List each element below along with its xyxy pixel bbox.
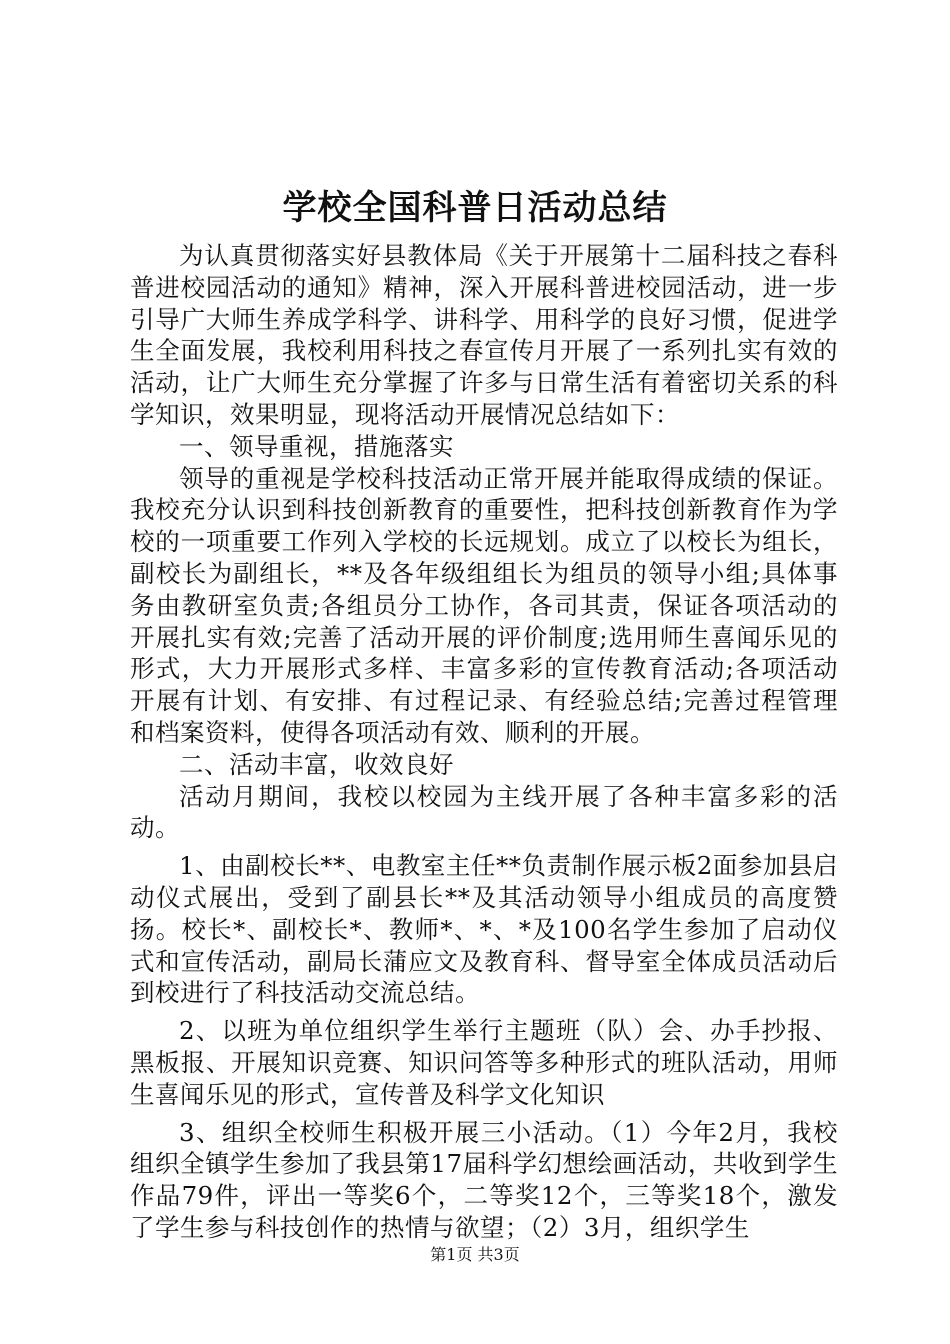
paragraph-item-1: 1、由副校长**、电教室主任**负责制作展示板2面参加县启动仪式展出，受到了副县长**及其活动领导小组成员的高度赞扬。校长*、副校长*、教师*、*、*及100名学生参加了启动仪式和宣传活动，副局长蒲应文及教育科、督导室全体成员活动后到校进行了科技活动交流总结。	[130, 851, 838, 1008]
paragraph-intro: 为认真贯彻落实好县教体局《关于开展第十二届科技之春科普进校园活动的通知》精神，深入开展科普进校园活动，进一步引导广大师生养成学科学、讲科学、用科学的良好习惯，促进学生全面发展，我校利用科技之春宣传月开展了一系列扎实有效的活动，让广大师生充分掌握了许多与日常生活有着密切关系的科学知识，效果明显，现将活动开展情况总结如下：	[130, 241, 838, 429]
paragraph-activities: 活动月期间，我校以校园为主线开展了各种丰富多彩的活动。	[130, 781, 838, 843]
paragraph-item-3: 3、组织全校师生积极开展三小活动。（1）今年2月，我校组织全镇学生参加了我县第17届科学幻想绘画活动，共收到学生作品79件，评出一等奖6个，二等奖12个，三等奖18个，激发了学生参与科技创作的热情与欲望；（2）3月，组织学生	[130, 1117, 838, 1242]
paragraph-leadership: 领导的重视是学校科技活动正常开展并能取得成绩的保证。我校充分认识到科技创新教育的重要性，把科技创新教育作为学校的一项重要工作列入学校的长远规划。成立了以校长为组长，副校长为副组长，**及各年级组组长为组员的领导小组;具体事务由教研室负责;各组员分工协作，各司其责，保证各项活动的开展扎实有效;完善了活动开展的评价制度;选用师生喜闻乐见的形式，大力开展形式多样、丰富多彩的宣传教育活动;各项活动开展有计划、有安排、有过程记录、有经验总结;完善过程管理和档案资料，使得各项活动有效、顺利的开展。	[130, 463, 838, 747]
document-body	[130, 240, 838, 1244]
document-title: 学校全国科普日活动总结	[282, 188, 668, 228]
page-number-footer: 第1页 共3页	[430, 1245, 520, 1264]
paragraph-item-2: 2、以班为单位组织学生举行主题班（队）会、办手抄报、黑板报、开展知识竞赛、知识问答等多种形式的班队活动，用师生喜闻乐见的形式，宣传普及科学文化知识	[130, 1016, 838, 1109]
section-heading-1: 一、领导重视，措施落实	[179, 431, 454, 461]
section-heading-2: 二、活动丰富，收效良好	[179, 749, 454, 779]
